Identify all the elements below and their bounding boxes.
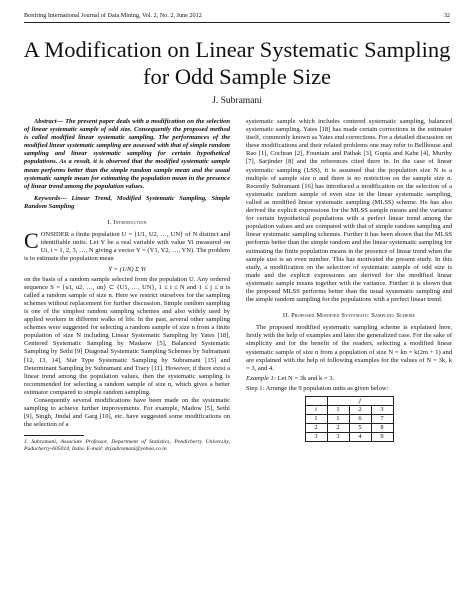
table-row <box>305 433 393 442</box>
table-column-group-header: j <box>327 397 393 406</box>
table-corner-cell <box>305 397 327 406</box>
table-row-header: 3 <box>305 433 327 442</box>
table-cell: 6 <box>349 415 371 424</box>
table-cell: 4 <box>349 433 371 442</box>
intro-paragraph-1 <box>24 228 230 263</box>
population-mean-formula: Ȳ = (1/N) Σ Yi <box>108 265 146 273</box>
table-row <box>305 415 393 424</box>
page-number: 32 <box>443 12 450 19</box>
section-heading-introduction <box>24 219 230 227</box>
population-arrangement-table <box>305 396 394 442</box>
example-line <box>246 375 452 383</box>
section-title: Proposed Modified Systematic Sampling Scheme <box>291 312 416 320</box>
keywords-text: Linear Trend, Modified Systematic Sampling, Simple Random Sampling <box>24 194 230 210</box>
example-text: Let N = 3k and k = 3. <box>277 374 335 382</box>
author-footnote: J. Subramani, Associate Professor, Department of Statistics, Pondicherry University, Puducherry-605014, India. E-mail: drjsubramani@yahoo.co.in <box>24 439 230 453</box>
abstract-label: Abstract--- <box>34 118 64 125</box>
intro-paragraph-2: on the basis of a random sample selected from the population U. Any ordered sequence S = {u1, u2, …, un} ⊂ {U1, …, UN}, 1 ≤ i ≤ N and 1 ≤ j ≤ n is called a random sample of size n. Here we restrict ourselves for the sampling schemes without replacement for further discussion. Simple random sampling is one of the simplest random sampling schemes and also widely used by applied workers in different walks of life. In the past, several other sampling schemes were suggested for selecting a random sample of size n from a finite population of size N including Linear Systematic Sampling by Yates [18], Centered Systematic Sampling by Madaow [5], Balanced Systematic Sampling by Sethi [9] Diagonal Systematic Sampling Schemes by Subramani [12, 13, 14], Star Type Systematic Sampling by Subramani [15] and Determinant Sampling by Subramani and Tracy [11]. However, if there exist a linear trend among the population values, then the systematic sampling is recommended for selecting a random sample of size n, which gives a better estimator compared to simple random sampling. <box>24 275 230 396</box>
step-label: Step 1: <box>246 384 265 392</box>
section-number: I. <box>107 219 112 227</box>
table-row-header: 2 <box>305 424 327 433</box>
running-head <box>24 10 450 23</box>
right-column <box>246 118 452 442</box>
table-row-group-header: i <box>305 406 327 415</box>
intro-text-1: ONSIDER a finite population U = {U1, U2, …, UN} of N distinct and identifiable units. Let Y be a real variable with value Yi measured on Ui, i = 1, 2, 3, …, N giving a vector Y = (Y1, Y2, …, YN). The problem is to estimate the population mean <box>24 231 230 263</box>
table-cell: 9 <box>371 433 393 442</box>
section-heading-proposed <box>246 312 452 320</box>
abstract-text: The present paper deals with a modification on the selection of linear systematic sample of odd size. Consequently the proposed method is called modified linear systematic sampling. The performances of the modified linear systematic sampling are assessed with that of simple random sampling and linear systematic sampling for certain hypothetical populations. As a result, it is observed that the modified systematic sample mean performs better than the simple random sample mean and the usual systematic sample mean for estimating the population mean in the presence of linear trend among the population values. <box>24 118 230 190</box>
journal-name: Bonfring International Journal of Data Mining, Vol. 2, No. 2, June 2012 <box>24 12 202 19</box>
table-column-header: 1 <box>327 406 349 415</box>
intro-paragraph-3: Consequently several modifications have been made on the systematic sampling to achieve further improvements. For example, Madow [5], Sethi [9], Singh, Jindal and Garg [10], etc. have suggested some modifications on the selection of a <box>24 397 230 429</box>
step-text: Arrange the 9 population units as given below: <box>265 384 389 392</box>
left-column <box>24 118 230 453</box>
drop-cap: C <box>24 228 39 254</box>
table-column-header: 3 <box>371 406 393 415</box>
step-line <box>246 385 452 393</box>
table-column-header: 2 <box>349 406 371 415</box>
table-cell: 1 <box>327 415 349 424</box>
table-row <box>305 424 393 433</box>
paper-title: A Modification on Linear Systematic Sampling for Odd Sample Size <box>23 37 451 89</box>
table-row-header: 1 <box>305 415 327 424</box>
footnote-divider <box>24 435 84 436</box>
table-cell: 7 <box>371 415 393 424</box>
intro-continued: systematic sample which includes centered systematic sampling, balanced systematic sampling. Yates [18] has made certain corrections in the estimator itself, commonly known as Yates end corrections. For a detailed discussion on these modifications and their related problems one may refer to Bellhouse and Rao [1], Cochran [2], Fountain and Pathak [3], Gupta and Kabe [4], Murthy [7], Sarjinder [8] and the references cited there in. In the case of linear systematic sampling (LSS), it is assumed that the population size N is a multiple of sample size n and there is no restriction on the sample size n. Recently Subramani [16] has introduced a modification on the selection of a systematic random sample of even size in the linear systematic sampling, called as modified linear systematic sampling (MLSS) scheme. He has also derived the explicit expressions for the MLSS sample means and the variance for certain hypothetical populations with a perfect linear trend among the population values and are compared with that of simple random sampling and linear systematic sampling schemes. Further it has been shown that the MLSS performs better than the simple random and the linear systematic sampling for estimating the finite population means in the presence of linear trend when the sample size is an even number. This has motivated the present study. In this study, a modification on the selection of systematic sample of odd size is made and the explicit expressions are derived for the modified linear systematic sample means together with the variance. Further it is shown that the proposed MLSS performs better than the usual systematic sampling and the simple random sampling for the populations with a perfect linear trend. <box>246 118 452 304</box>
keywords-label: Keywords--- <box>34 194 67 202</box>
section-title: Introduction <box>113 219 147 227</box>
section-number: II. <box>282 312 290 320</box>
table-cell: 8 <box>371 424 393 433</box>
abstract <box>24 118 230 191</box>
table-cell: 2 <box>327 424 349 433</box>
author-name: J. Subramani <box>212 96 262 106</box>
table-cell: 3 <box>327 433 349 442</box>
table-cell: 5 <box>349 424 371 433</box>
example-label: Example 1: <box>246 374 276 382</box>
proposed-paragraph: The proposed modified systematic sampling scheme is explained here, firstly with the help of examples and later the generalized case. For the sake of simplicity and for the benefit of the readers, selecting a modified linear systematic sample of size n from a population of size N = kn = k(2m + 1) and are explained with the help of following examples for the values of N = 3k, k = 3, and 4. <box>246 324 452 372</box>
keywords <box>24 195 230 211</box>
